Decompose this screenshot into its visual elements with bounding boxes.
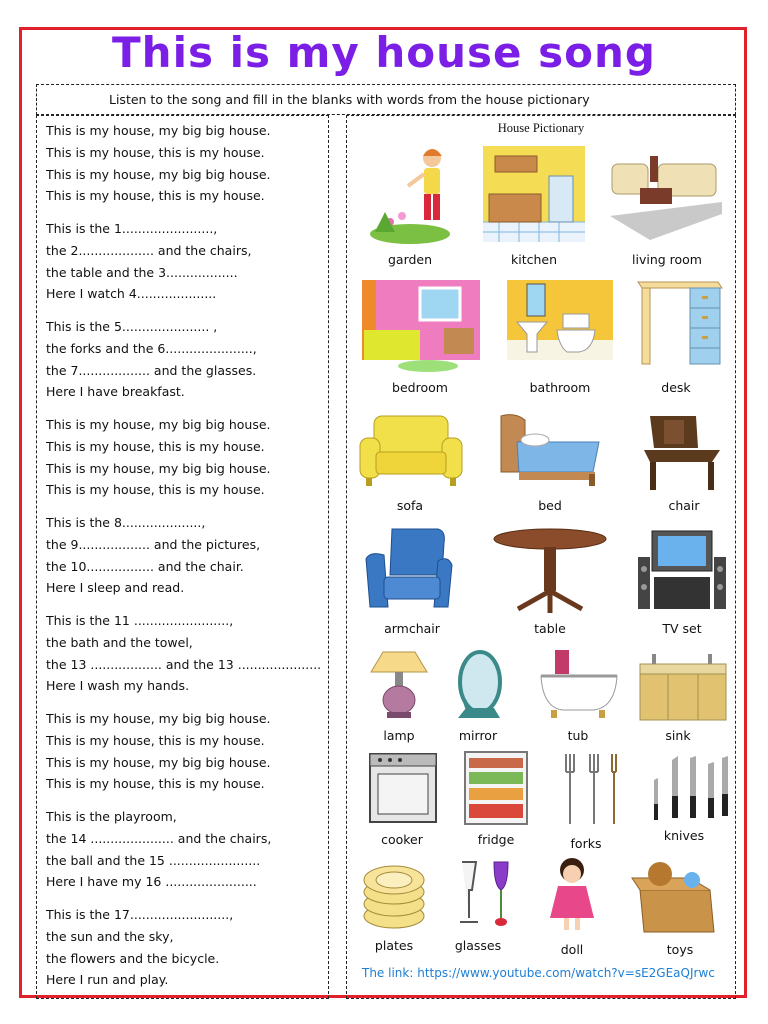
lyric-line: This is the 1......................., xyxy=(46,221,218,236)
lyric-line: This is the playroom, xyxy=(46,809,177,824)
lyric-line: This is my house, my big big house. xyxy=(46,123,271,138)
bathroom-picture xyxy=(505,278,615,374)
lyric-line: the 10................. and the chair. xyxy=(46,558,244,574)
desk-picture xyxy=(626,278,726,374)
stanza-living-room xyxy=(46,218,328,305)
picto-kitchen xyxy=(474,142,594,267)
lyric-line: Here I wash my hands. xyxy=(46,678,190,694)
picto-label: glasses xyxy=(454,938,502,953)
page-title: This is my house song xyxy=(112,28,656,77)
garden-picture xyxy=(360,142,460,246)
tub-picture xyxy=(533,648,623,722)
lyric-line: the ball and the 15 ....................... xyxy=(46,852,261,868)
toys-picture xyxy=(630,856,730,936)
lyric-line: the 7.................. and the glasses. xyxy=(46,362,257,378)
lyric-line: the table and the 3.................. xyxy=(46,264,238,280)
picto-bedroom xyxy=(360,278,480,395)
lyric-line: This is my house, this is my house. xyxy=(46,776,265,792)
picto-label: kitchen xyxy=(510,252,558,267)
stanza-chorus-2 xyxy=(46,414,328,501)
picto-label: armchair xyxy=(384,621,440,636)
picto-label: knives xyxy=(663,828,705,843)
picto-sofa xyxy=(350,412,470,513)
picto-label: doll xyxy=(560,942,584,957)
lyric-line: This is my house, this is my house. xyxy=(46,482,265,498)
youtube-link[interactable]: The link: https://www.youtube.com/watch?v=sE2GEaQJrwc xyxy=(362,966,715,980)
lyric-line: This is my house, this is my house. xyxy=(46,188,265,204)
mirror-picture xyxy=(438,648,518,722)
picto-label: mirror xyxy=(458,728,498,743)
stanza-chorus-1 xyxy=(46,120,328,207)
picto-tv-set xyxy=(622,525,742,636)
sofa-picture xyxy=(358,412,463,492)
stanza-playroom xyxy=(46,806,328,893)
stanza-bathroom xyxy=(46,610,328,697)
picto-chair xyxy=(624,412,744,513)
picto-living-room xyxy=(607,142,727,267)
lyric-line: This is my house, this is my house. xyxy=(46,732,265,748)
picto-label: cooker xyxy=(381,832,423,847)
picto-sink xyxy=(618,648,738,743)
picto-label: sink xyxy=(665,728,691,743)
lyric-line: This is my house, my big big house. xyxy=(46,754,271,770)
picto-label: fridge xyxy=(477,832,515,847)
picto-label: plates xyxy=(374,938,414,953)
lyric-line: the 2................... and the chairs, xyxy=(46,242,252,258)
lyric-line: This is my house, this is my house. xyxy=(46,438,265,454)
kitchen-picture xyxy=(479,142,589,246)
stanza-bedroom xyxy=(46,512,328,599)
picto-armchair xyxy=(352,525,472,636)
lyric-line: This is my house, my big big house. xyxy=(46,417,271,432)
lyric-line: This is my house, my big big house. xyxy=(46,166,271,182)
picto-label: desk xyxy=(661,380,691,395)
lyric-line: Here I watch 4.................... xyxy=(46,286,217,302)
lyric-line: Here I have my 16 ....................... xyxy=(46,874,257,890)
instructions-box xyxy=(36,84,736,115)
picto-garden xyxy=(350,142,470,267)
lyric-line: This is the 5...................... , xyxy=(46,319,218,334)
fridge-picture xyxy=(461,750,531,826)
picto-label: forks xyxy=(570,836,602,851)
picto-label: tub xyxy=(567,728,589,743)
forks-picture xyxy=(546,750,626,830)
lyric-line: This is the 8...................., xyxy=(46,515,206,530)
picto-bed xyxy=(490,412,610,513)
stanza-garden xyxy=(46,904,328,991)
lyric-line: Here I sleep and read. xyxy=(46,580,185,596)
lyric-line: the forks and the 6......................, xyxy=(46,340,257,356)
cooker-picture xyxy=(362,750,442,826)
instructions-text: Listen to the song and fill in the blanks with words from the house pictionary xyxy=(109,92,590,107)
picto-toys xyxy=(620,856,740,957)
stanza-chorus-3 xyxy=(46,708,328,795)
picto-doll xyxy=(512,856,632,957)
picto-table xyxy=(490,525,610,636)
picto-label: table xyxy=(534,621,566,636)
picto-label: chair xyxy=(668,498,700,513)
lyric-line: the sun and the sky, xyxy=(46,928,174,944)
bed-picture xyxy=(495,412,605,492)
knives-picture xyxy=(634,750,734,822)
bedroom-picture xyxy=(360,278,482,374)
picto-label: toys xyxy=(666,942,694,957)
picto-knives xyxy=(624,750,744,843)
lyric-line: This is my house, my big big house. xyxy=(46,711,271,726)
picto-label: lamp xyxy=(383,728,415,743)
lyric-line: the 9.................. and the pictures, xyxy=(46,536,261,552)
lyric-line: This is my house, this is my house. xyxy=(46,144,265,160)
lyric-line: the flowers and the bicycle. xyxy=(46,950,220,966)
sink-picture xyxy=(628,648,728,722)
lyric-line: the 13 .................. and the 13 ..................... xyxy=(46,656,322,672)
picto-label: bathroom xyxy=(529,380,591,395)
stanza-kitchen xyxy=(46,316,328,403)
living-room-picture xyxy=(610,142,725,246)
lyric-line: Here I have breakfast. xyxy=(46,384,185,400)
table-picture xyxy=(492,525,608,615)
picto-bathroom xyxy=(500,278,620,395)
chair-picture xyxy=(636,412,732,492)
lyric-line: This is my house, my big big house. xyxy=(46,460,271,476)
picto-desk xyxy=(616,278,736,395)
lyric-line: the 14 ..................... and the chairs, xyxy=(46,830,272,846)
picto-label: bedroom xyxy=(392,380,448,395)
armchair-picture xyxy=(362,525,462,615)
picto-label: bed xyxy=(538,498,562,513)
lyric-line: Here I run and play. xyxy=(46,972,169,988)
picto-label: sofa xyxy=(396,498,424,513)
glasses-picture xyxy=(438,856,518,932)
doll-picture xyxy=(532,856,612,936)
lyric-line: This is the 17........................., xyxy=(46,907,234,922)
tv-set-picture xyxy=(634,525,730,615)
lyric-line: This is the 11 ........................, xyxy=(46,613,234,628)
picto-label: living room xyxy=(632,252,702,267)
picto-label: garden xyxy=(387,252,433,267)
lyric-line: the bath and the towel, xyxy=(46,634,193,650)
picto-label: TV set xyxy=(662,621,702,636)
pictionary-title: House Pictionary xyxy=(497,121,585,135)
